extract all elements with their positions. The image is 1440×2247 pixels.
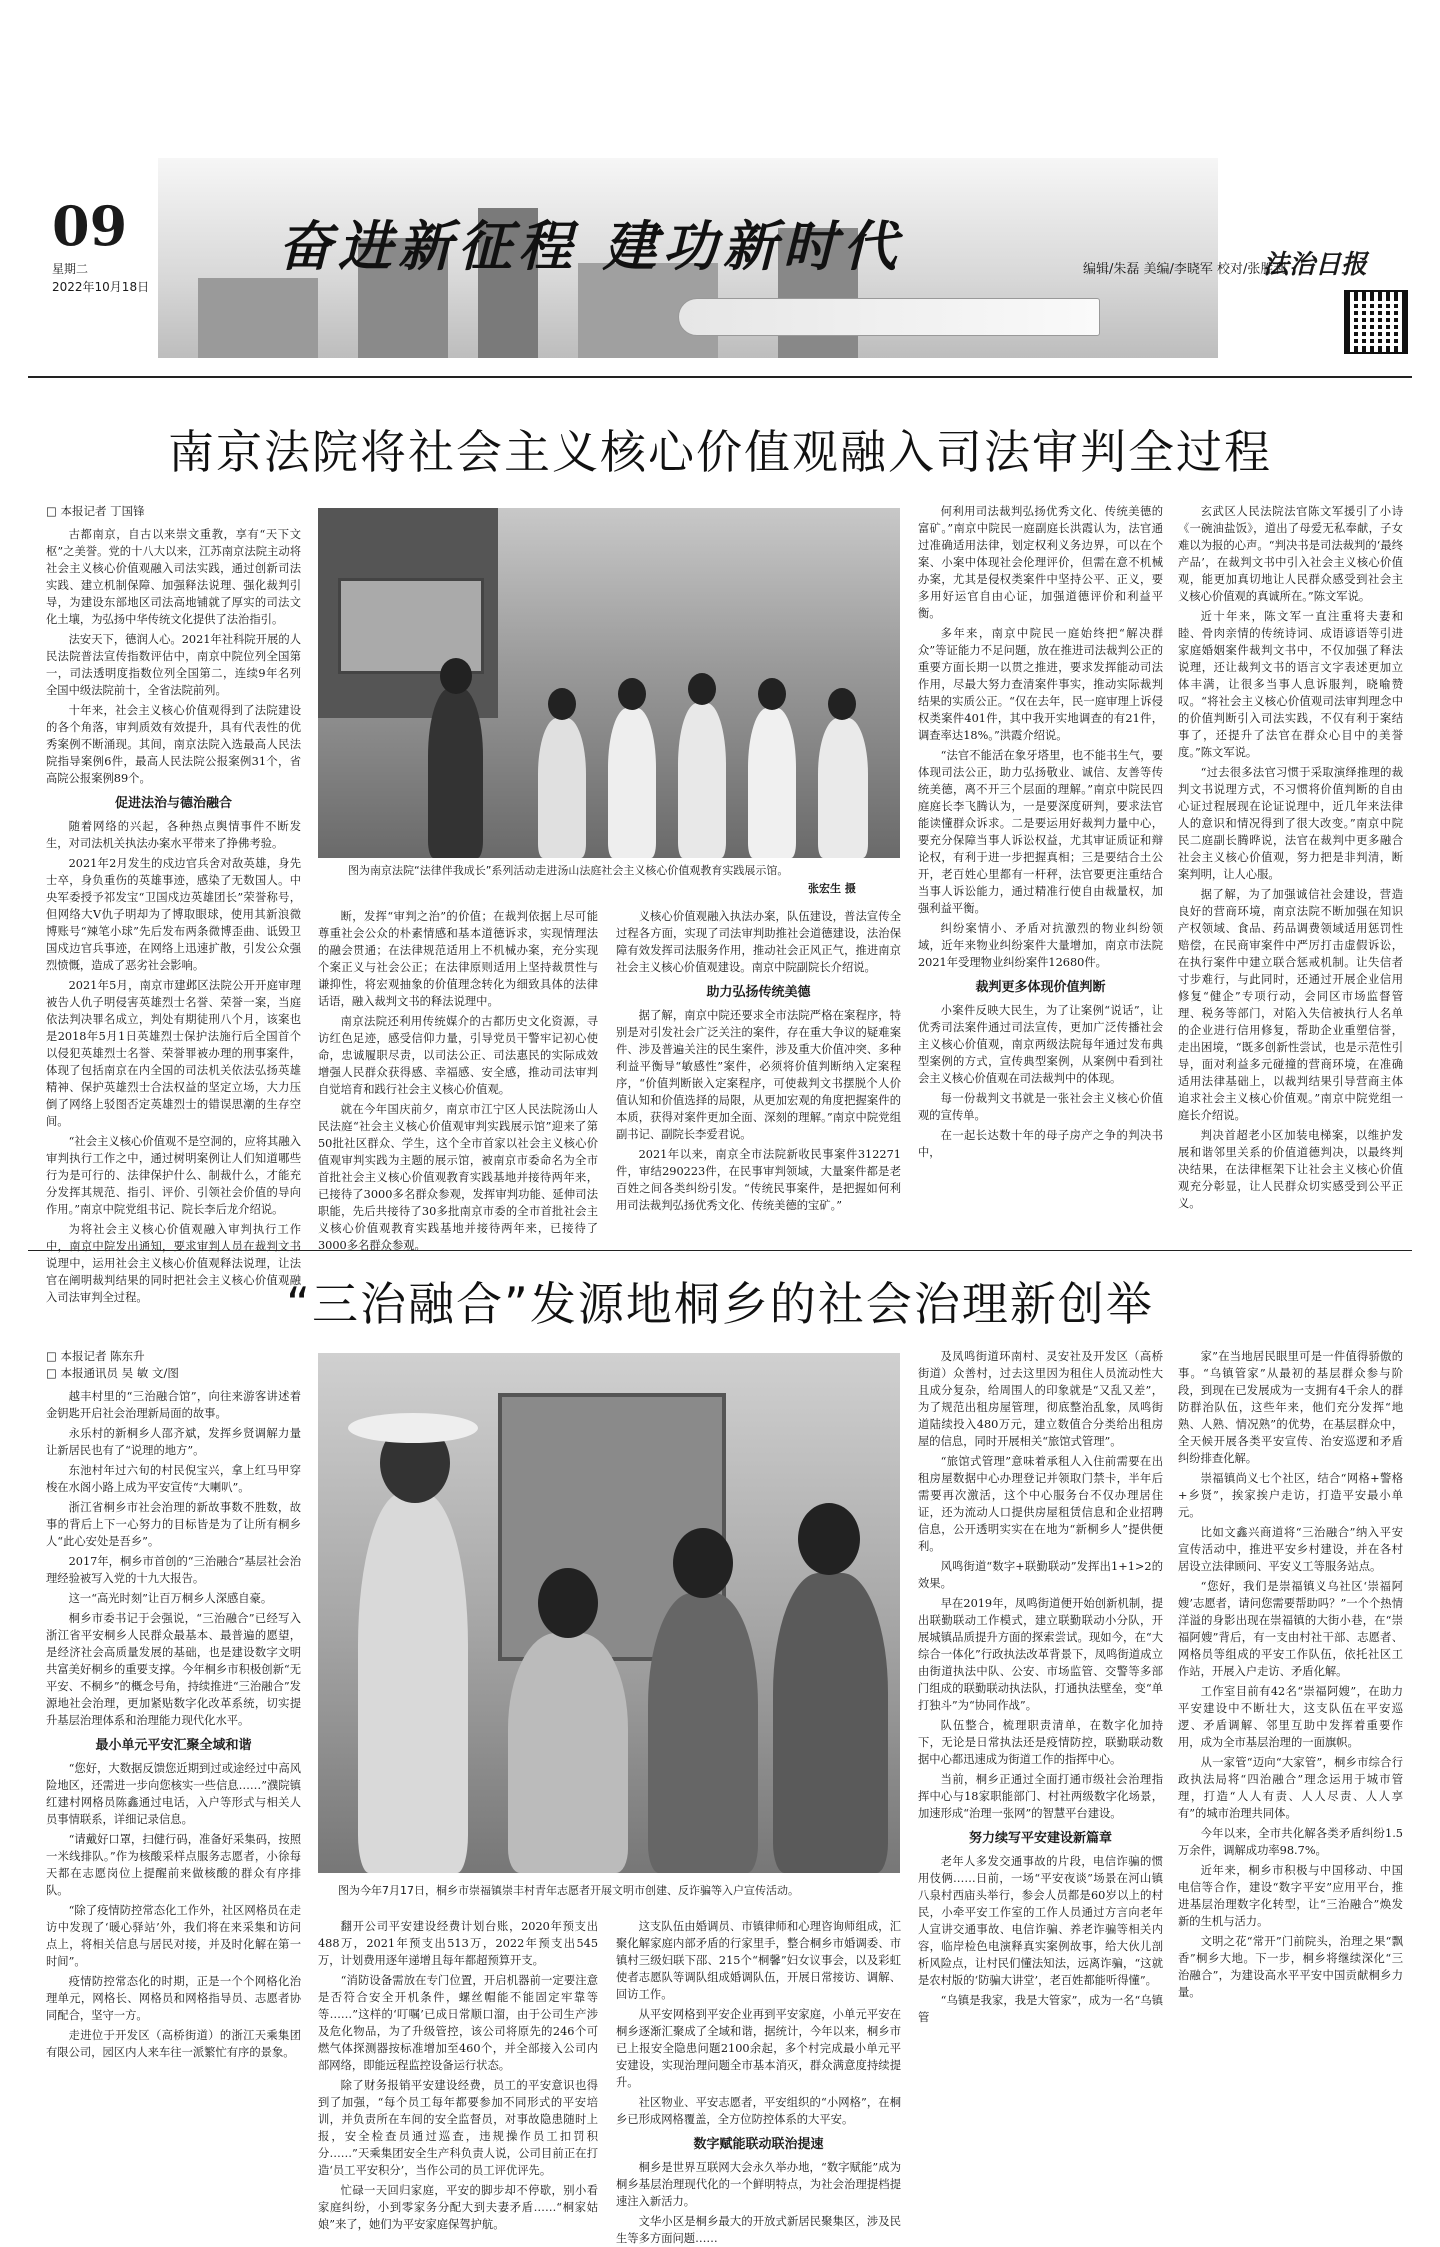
paragraph: “消防设备需放在专门位置，开启机器前一定要注意是否符合安全开机条件，螺丝帽能不能固定牢靠等等……”这样的‘叮嘱’已成日常顺口溜，由于公司生产涉及危化物品，为了升级管控，该公司将原先的246个可燃气体探测器按标准增加至460个，并全部接入公司内部网络，即能远程监控设备运行状态。 (318, 1974, 598, 2072)
paragraph: 文明之花“常开”门前院头，治理之果“飘香”桐乡大地。下一步，桐乡将继续深化“三治融合”，为建设高水平平安中国贡献桐乡力量。 (1178, 1935, 1403, 1999)
article2-subheading-3: 努力续写平安建设新篇章 (968, 1831, 1112, 1846)
article2-byline-reporter: □ 本报记者 陈东升 (46, 1349, 145, 1363)
paragraph: 越丰村里的“三治融合馆”，向往来游客讲述着金钥匙开启社会治理新局面的故事。 (46, 1390, 301, 1420)
article1-column-2 (318, 908, 598, 1252)
paragraph: 工作室目前有42名“崇福阿嫂”，在助力平安建设中不断壮大，这支队伍在平安巡逻、矛盾调解、邻里互助中发挥着重要作用，成为全市基层治理的一面旗帜。 (1178, 1685, 1403, 1749)
article2-column-5 (1178, 1348, 1403, 2163)
paragraph: 风鸣街道“数字+联勤联动”发挥出1+1>2的效果。 (918, 1560, 1163, 1590)
paragraph: 2021年以来，南京全市法院新收民事案件312271件，审结290223件，在民事审判领域，大量案件都是老百姓之间各类纠纷引发。“传统民事案件，是把握如何利用司法裁判弘扬优秀文化、传统美德的宝矿。” (616, 1148, 901, 1212)
paragraph: “乌镇是我家，我是大管家”，成为一名“乌镇管 (918, 1994, 1163, 2024)
article1-photo-credit: 张宏生 摄 (808, 882, 856, 895)
article1-subheading-2: 助力弘扬传统美德 (706, 985, 811, 1000)
paragraph: 早在2019年，凤鸣街道便开始创新机制，提出联勤联动工作模式，建立联勤联动小分队，开展城镇品质提升方面的探索尝试。现如今，在“大综合一体化”行政执法改革背景下，凤鸣街道成立由街道执法中队、公安、市场监管、交警等多部门组成的联勤联动执法队，打通执法壁垒，变“单打独斗”为“协同作战”。 (918, 1597, 1163, 1712)
paragraph: 在一起长达数十年的母子房产之争的判决书中， (918, 1129, 1163, 1159)
paragraph: “法官不能活在象牙塔里，也不能书生气，要体现司法公正，助力弘扬敬业、诚信、友善等传统美德，离不开三个层面的理解。”南京中院民四庭庭长李飞腾认为，一是要深度研判，要求法官能读懂群众诉求。二是要运用好裁判力量中心，要充分保障当事人诉讼权益，尤其审证质证和辩论权，有利于进一步把握真相；三是要结合土公开，老百姓心里都有一杆秤，法官要更注重结合当事人诉讼能力，通过精准行使自由裁量权，加强利益平衡。 (918, 749, 1163, 915)
paragraph: 随着网络的兴起，各种热点舆情事件不断发生，对司法机关执法办案水平带来了挣佛考验。 (46, 820, 301, 850)
qr-code-icon (1344, 290, 1408, 354)
article2-subheading-1: 最小单元平安汇聚全域和谐 (95, 1738, 252, 1753)
article2-headline: “三治融合”发源地桐乡的社会治理新创举 (286, 1277, 1154, 1331)
paragraph: 这一“高光时刻”让百万桐乡人深感自豪。 (68, 1592, 273, 1605)
article1-photo-caption: 图为南京法院“法律伴我成长”系列活动走进汤山法庭社会主义核心价值观教育实践展示馆。 (348, 864, 789, 877)
article1-headline: 南京法院将社会主义核心价值观融入司法审判全过程 (168, 425, 1272, 479)
train-illustration (678, 298, 1100, 336)
paragraph: 崇福镇尚义七个社区，结合“网格+警格+乡贤”，挨家挨户走访，打造平安最小单元。 (1178, 1472, 1403, 1519)
paragraph: 这支队伍由婚调员、市镇律师和心理咨询师组成，汇聚化解家庭内部矛盾的行家里手，整合桐乡市婚调委、市镇村三级妇联下邵、215个“桐馨”妇女议事会，以及彩虹使者志愿队等调队组成婚调队伍，开展日常接访、调解、回访工作。 (616, 1920, 901, 2001)
article2-byline (46, 1348, 301, 1382)
paragraph: 据了解，南京中院还要求全市法院严格在案程序，特别是对引发社会广泛关注的案件，存在重大争议的疑难案件、涉及普遍关注的民生案件，涉及重大价值冲突、多种利益平衡导“敏感性”案件，必须将价值判断纳入定案程序，“价值判断嵌入定案程序，可使裁判文书摆脱个人价值认知和价值选择的局限，从更加宏观的角度把握案件的本质，获得对案件更加全面、深刻的理解。”南京中院党组副书记、副院长李爱君说。 (616, 1009, 901, 1141)
paragraph: 老年人多发交通事故的片段，电信诈骗的惯用伎俩……日前，一场“平安夜谈”场景在河山镇八泉村西庙头举行，参会人员都是60岁以上的村民，小牵平安工作室的工作人员通过方言向老年人宣讲交通事故、电信诈骗、养老诈骗等相关内容，临岸检色电演释真实案例故事，给大伙儿剖析风险点，让村民们懂法知法，远离诈骗，“这就是农村版的‘防骗大讲堂’，老百姓都能听得懂”。 (918, 1855, 1163, 1987)
paragraph: 翻开公司平安建设经费计划台账，2020年预支出488万，2021年预支出513万，2022年预支出545万，计划费用逐年递增且每年都超预算开支。 (318, 1920, 598, 1967)
paragraph: 2017年，桐乡市首创的“三治融合”基层社会治理经验被写入党的十九大报告。 (46, 1555, 301, 1585)
paragraph: 就在今年国庆前夕，南京市江宁区人民法院汤山人民法庭“社会主义核心价值观审判实践展示馆”迎来了第50批社区群众、学生，这个全市首家以社会主义核心价值观审判实践为主题的展示馆，被南京市委命名为全市首批社会主义核心价值观教育实践基地并接待两年来，已接待了3000多名群众参观，发挥审判功能、延伸司法职能，先后共接待了30多批南京市委的全市首批社会主义核心价值观教育实践基地并接待两年来，已接待了3000多名群众参观。 (318, 1103, 598, 1252)
paragraph: 为将社会主义核心价值观融入审判执行工作中，南京中院发出通知，要求审判人员在裁判文书说理中，运用社会主义核心价值观释法说理，让法官在阐明裁判结果的同时把社会主义核心价值观融入司法审判全过程。 (46, 1223, 301, 1304)
paragraph: 南京法院还利用传统媒介的古都历史文化资源，寻访红色足迹，感受信仰力量，引导党员干警牢记初心使命，忠诚履职尽责，以司法公正、司法惠民的实际成效增强人民群众获得感、幸福感、安全感，推动司法审判自觉培育和践行社会主义核心价值观。 (318, 1015, 598, 1096)
paragraph: 社区物业、平安志愿者，平安组织的“小网格”，在桐乡已形成网格覆盖，全方位防控体系的大平安。 (616, 2096, 901, 2126)
paragraph: 玄武区人民法院法官陈文军援引了小诗《一碗油盐饭》，道出了母爱无私奉献，子女难以为报的心声。“判决书是司法裁判的‘最终产品’，在裁判文书中引入社会主义核心价值观，能更加真切地让人民群众感受到社会主义核心价值观的真诚所在。”陈文军说。 (1178, 505, 1403, 603)
article2-column-4 (918, 1348, 1163, 2163)
newspaper-logo: 法治日报 (1263, 250, 1368, 280)
paragraph: 义核心价值观融入执法办案，队伍建设，普法宣传全过程各方面，实现了司法审判助推社会道德建设，法治保障有效发挥司法服务作用，推动社会正风正气，推进南京社会主义核心价值观建设。南京中院副院长介绍说。 (616, 910, 901, 974)
article1-subheading-3: 裁判更多体现价值判断 (975, 980, 1106, 995)
page-header (28, 158, 1412, 358)
article2-column-2 (318, 1918, 598, 2231)
paragraph: “除了疫情防控常态化工作外，社区网格员在走访中发现了‘暖心驿站’外，我们将在来采集和访问点上，将相关信息与居民对接，并及时化解在第一时间”。 (46, 1904, 301, 1968)
article1-byline: □ 本报记者 丁国锋 (46, 504, 145, 518)
section-slogan: 奋进新征程 建功新时代 (278, 214, 903, 278)
paragraph: “您好，大数据反馈您近期到过或途经过中高风险地区，还需进一步向您核实一些信息……”濮院镇红建村网格员陈鑫通过电话，入户等形式与相关人员事情联系，详细记录信息。 (46, 1762, 301, 1826)
paragraph: 十年来，社会主义核心价值观得到了法院建设的各个角落，审判质效有效提升，具有代表性的优秀案例不断涌现。其间，南京法院入选最高人民法院指导案例6件，最高人民法院公报案例31个，省高院公报案例89个。 (46, 704, 301, 785)
paragraph: 近年来，桐乡市积极与中国移动、中国电信等合作，建设“数字平安”应用平台，推进基层治理数字化转型，让“三治融合”焕发新的生机与活力。 (1178, 1864, 1403, 1928)
article1-photo (318, 508, 900, 858)
paragraph: “过去很多法官习惯于采取演绎推理的裁判文书说理方式，不习惯将价值判断的自由心证过程展现在论证说理中，近几年来法律人的意识和情况得到了很大改变。”南京中院民二庭副长腾晔说，法官在裁判中更多融合社会主义核心价值观，努力把是非判清，断案判明，让人心服。 (1178, 766, 1403, 881)
paragraph: 及凤鸣街道环南村、灵安社及开发区（高桥街道）众善村，过去这里因为租住人员流动性大且成分复杂，给周围人的印象就是“又乱又差”，为了规范出租房屋管理，彻底整治乱象，凤鸣街道陆续投入480万元，建立数值合分类给出租房屋的信息，同时开展相关“旅馆式管理”。 (918, 1350, 1163, 1448)
paragraph: 队伍整合，梳理职责清单，在数字化加持下，无论是日常执法还是疫情防控，联勤联动数据中心都迅速成为街道工作的指挥中心。 (918, 1719, 1163, 1766)
article1-subheading-1: 促进法治与德治融合 (114, 796, 232, 811)
section-divider (28, 1250, 1412, 1251)
paragraph: “社会主义核心价值观不是空洞的，应将其融入审判执行工作之中，通过树明案例让人们知道哪些行为是可行的、法律保护什么、制裁什么，才能充分发挥其规范、指引、评价、引领社会价值的导向作用。”南京中院党组书记、院长李后龙介绍说。 (46, 1135, 301, 1216)
article1-column-1 (46, 503, 301, 1304)
article1-column-4 (918, 503, 1163, 1238)
article1-column-5 (1178, 503, 1403, 1238)
paragraph: 永乐村的新桐乡人邵齐斌，发挥乡贤调解力量让新居民也有了“说理的地方”。 (46, 1427, 301, 1457)
paragraph: 走进位于开发区（高桥街道）的浙江天乘集团有限公司，园区内人来车往一派繁忙有序的景象。 (46, 2029, 301, 2059)
paragraph: 2021年5月，南京市建邺区法院公开开庭审理被告人仇子明侵害英雄烈士名誉、荣誉一案，当庭依法判决罪名成立，判处有期徒刑八个月，该案也是2018年5月1日英雄烈士保护法施行后全国首个以侵犯英雄烈士名誉、荣誉罪被办理的刑事案件，体现了包括南京在内全国的司法机关依法弘扬英雄精神、保护英雄烈士合法权益的坚定立场，大力压倒了网络上驳图否定英雄烈士的错误思潮的生存空间。 (46, 979, 301, 1128)
paragraph: 判决首超老小区加装电梯案，以维护发展和谐邻里关系的价值道德判决，以最终判决结果，在法律框架下让社会主义核心价值观充分彰显，让人民群众切实感受到公平正义。 (1178, 1129, 1403, 1210)
paragraph: 今年以来，全市共化解各类矛盾纠纷1.5万余件，调解成功率98.7%。 (1178, 1827, 1403, 1857)
paragraph: 多年来，南京中院民一庭始终把“解决群众”等证能力不足问题，放在推进司法裁判公正的重要方面长期一以贯之推进，要求发挥能动司法作用，尽最大努力查清案件事实，推动实际裁判结果的实质公正。“仅在去年，民一庭审理上诉侵权类案件401件，其中我开实地调查的有21件，调查率达18%。”洪霞介绍说。 (918, 627, 1163, 742)
paragraph: “您好，我们是崇福镇义乌社区‘崇福阿嫂’志愿者，请问您需要帮助吗？”一个个热情洋溢的身影出现在崇福镇的大街小巷，在“崇福阿嫂”背后，有一支由村社干部、志愿者、网格员等组成的平安工作队伍，依托社区工作站，开展入户走访、矛盾化解。 (1178, 1580, 1403, 1678)
article2-column-3 (616, 1918, 901, 2245)
paragraph: 当前，桐乡正通过全面打通市级社会治理指挥中心与18家职能部门、村社两级数字化场景，加速形成“治理一张网”的智慧平台建设。 (918, 1773, 1163, 1820)
paragraph: 家”在当地居民眼里可是一件值得骄傲的事。“乌镇管家”从最初的基层群众参与阶段，到现在已发展成为一支拥有4千余人的群防群治队伍，这些年来，他们充分发挥“地熟、人熟、情况熟”的优势，在基层群众中，全天候开展各类平安宣传、治安巡逻和矛盾纠纷排查化解。 (1178, 1350, 1403, 1465)
article1-column-3 (616, 908, 901, 1238)
paragraph: 比如文鑫兴商道将“三治融合”纳入平安宣传活动中，推进平安乡村建设，并在各村居设立法律顾问、平安义工等服务站点。 (1178, 1526, 1403, 1573)
paragraph: 文华小区是桐乡最大的开放式新居民聚集区，涉及民生等多方面问题…… (616, 2215, 901, 2245)
paragraph: 从一家管“迈向“大家管”，桐乡市综合行政执法局将“四治融合”理念运用于城市管理，打造“人人有责、人人尽责、人人享有”的城市治理共同体。 (1178, 1756, 1403, 1820)
header-rule (28, 376, 1412, 378)
paragraph: 近十年来，陈文军一直注重将夫妻和睦、骨肉亲情的传统诗词、成语谚语等引进家庭婚姻案件裁判文书中，不仅加强了释法说理，还让裁判文书的语言文字表述更加立体丰满，让很多当事人息诉服判，晓喻赞叹。“将社会主义核心价值观司法审判理念中的价值判断引入司法实践，不仅有利于案结事了，还提升了法官在群众心目中的美誉度。”陈文军说。 (1178, 610, 1403, 759)
paragraph: 每一份裁判文书就是一张社会主义核心价值观的宣传单。 (918, 1092, 1163, 1122)
paragraph: 2021年2月发生的戍边官兵舍对敌英雄，身先士卒，身负重伤的英雄事迹，感染了无数国人。中央军委授予祁发宝“卫国戍边英雄团长”荣誉称号，但网络大V仇子明却为了博取眼球，使用其新浪微博账号“辣笔小球”先后发布两条微博歪曲、诋毁卫国戍边官兵事迹，在网络上迅速扩散，引发公众强烈愤慨，造成了恶劣社会影响。 (46, 857, 301, 972)
weekday: 星期二 (52, 262, 89, 276)
editor-credits: 编辑/朱磊 美编/李晓军 校对/张胜利 (1083, 262, 1287, 277)
paragraph: 从平安网格到平安企业再到平安家庭，小单元平安在桐乡逐渐汇聚成了全域和谐，据统计，今年以来，桐乡市已上报安全隐患问题2100余起，多个村完成最小单元平安建设，实现治理问题全市基本消灭，群众满意度持续提升。 (616, 2008, 901, 2089)
paragraph: “旅馆式管理”意味着承租人入住前需要在出租房屋数据中心办理登记并领取门禁卡，半年后需要再次激活，这个中心服务台不仅办理居住证，还为流动人口提供房屋租赁信息和企业招聘信息，公开透明实实在在地为“新桐乡人”提供便利。 (918, 1455, 1163, 1553)
paragraph: 疫情防控常态化的时期，正是一个个网格化治理单元，网格长、网格员和网格指导员、志愿者协同配合，坚守一方。 (46, 1975, 301, 2022)
paragraph: 古都南京，自古以来崇文重教，享有“天下文枢”之美誉。党的十八大以来，江苏南京法院主动将社会主义核心价值观融入司法实践，通过创新司法实践、建立机制保障、加强释法说理、强化裁判引导，为建设东部地区司法高地铺就了厚实的司法文化土壤，为弘扬中华传统文化提供了法治指引。 (46, 528, 301, 626)
article2-photo (318, 1353, 900, 1873)
paragraph: 据了解，为了加强诚信社会建设，营造良好的营商环境，南京法院不断加强在知识产权领域、食品、药品调费领域适用惩罚性赔偿，在民商审案件中严厉打击虚假诉讼，在执行案件中建立联合惩戒机制。让失信者寸步难行，与此同时，还通过开展企业信用修复“健企”专项行动，会同区市场监督管理、税务等部门，对陷入失信被执行人名单的企业进行信用修复，帮助企业重塑信誉，走出困境，“既多创新性尝试，也是示范性引导，面对利益多元碰撞的营商环境，在准确适用法律基础上，以裁判结果引导营商主体追求社会主义核心价值观。”南京中院党组一庭长介绍说。 (1178, 888, 1403, 1122)
paragraph: 断，发挥“审判之治”的价值；在裁判依据上尽可能尊重社会公众的朴素情感和基本道德诉求，实现情理法的融会贯通；在法律规范适用上不机械办案，充分实现个案正义与社会公正；在法律原则适用上坚持裁贯性与谦抑性，将宏观抽象的价值理念转化为细致具体的法律话语，融入裁判文书的释法说理中。 (318, 910, 598, 1008)
issue-date: 2022年10月18日 (52, 280, 150, 294)
paragraph: 法安天下，德润人心。2021年社科院开展的人民法院普法宣传指数评估中，南京中院位列全国第一，司法透明度指数位列全国第二，连续9年名列全国中级法院前十，全省法院前列。 (46, 633, 301, 697)
paragraph: 东池村年过六旬的村民倪宝兴，拿上红马甲穿梭在水阁小路上成为平安宣传“大喇叭”。 (46, 1464, 301, 1494)
article2-subheading-2: 数字赋能联动联治提速 (693, 2137, 824, 2152)
page-number: 09 (52, 194, 128, 258)
article2-column-1 (46, 1348, 301, 2163)
paragraph: “请戴好口罩，扫健行码，准备好采集码，按照一米线排队。”作为核酸采样点服务志愿者，小徐每天都在志愿岗位上提醒前来做核酸的群众有序排队。 (46, 1833, 301, 1897)
paragraph: 桐乡是世界互联网大会永久举办地，“数字赋能”成为桐乡基层治理现代化的一个鲜明特点，为社会治理提档提速注入新活力。 (616, 2161, 901, 2208)
article2-photo-caption: 图为今年7月17日，桐乡市崇福镇崇丰村青年志愿者开展文明市创建、反诈骗等入户宣传活动。 (338, 1884, 799, 1897)
newspaper-page (28, 148, 1412, 2245)
paragraph: 忙碌一天回归家庭，平安的脚步却不停歇，别小看家庭纠纷，小到零家务分配大到夫妻矛盾……“桐家姑娘”来了，她们为平安家庭保驾护航。 (318, 2184, 598, 2231)
paragraph: 纠纷案情小、矛盾对抗激烈的物业纠纷领域，近年来物业纠纷案件大量增加，南京市法院2021年受理物业纠纷案件12680件。 (918, 922, 1163, 969)
article2-byline-correspondent: □ 本报通讯员 吴 敏 文/图 (46, 1366, 179, 1380)
paragraph: 浙江省桐乡市社会治理的新故事数不胜数，故事的背后上下一心努力的目标皆是为了让所有桐乡人“此心安处是吾乡”。 (46, 1501, 301, 1548)
paragraph: 小案件反映大民生，为了让案例“说话”，让优秀司法案件通过司法宣传，更加广泛传播社会主义核心价值观，南京两级法院每年通过发布典型案例的方式，宣传典型案例，从案例中看到社会主义核心价值观在司法裁判中的体现。 (918, 1004, 1163, 1085)
paragraph: 除了财务报销平安建设经费，员工的平安意识也得到了加强，“每个员工每年都要参加不同形式的平安培训，并负责所在车间的安全监督员，对事故隐患随时上报，安全检查员通过巡查，违规操作员工扣罚积分……”天乘集团安全生产科负责人说，公司目前正在打造‘员工平安积分’，当作公司的员工评优评先。 (318, 2079, 598, 2177)
paragraph: 何利用司法裁判弘扬优秀文化、传统美德的富矿。”南京中院民一庭副庭长洪霞认为，法官通过准确适用法律，划定权利义务边界，可以在个案、小案中体现社会伦理评价，但需在意不机械办案，尤其是侵权类案件中坚持公平、正义，要多用好运官自由心证，加强道德评价和利益平衡。 (918, 505, 1163, 620)
paragraph: 桐乡市委书记于会强说，“三治融合”已经写入浙江省平安桐乡人民群众最基本、最普遍的愿望，是经济社会高质量发展的基础，也是建设数字文明共富美好桐乡的重要支撑。今年桐乡市积极创新“无平安、不桐乡”的概念号角，持续推进“三治融合”发源地社会治理，更加紧贴数字化改革系统，切实提升基层治理体系和治理能力现代化水平。 (46, 1612, 301, 1727)
